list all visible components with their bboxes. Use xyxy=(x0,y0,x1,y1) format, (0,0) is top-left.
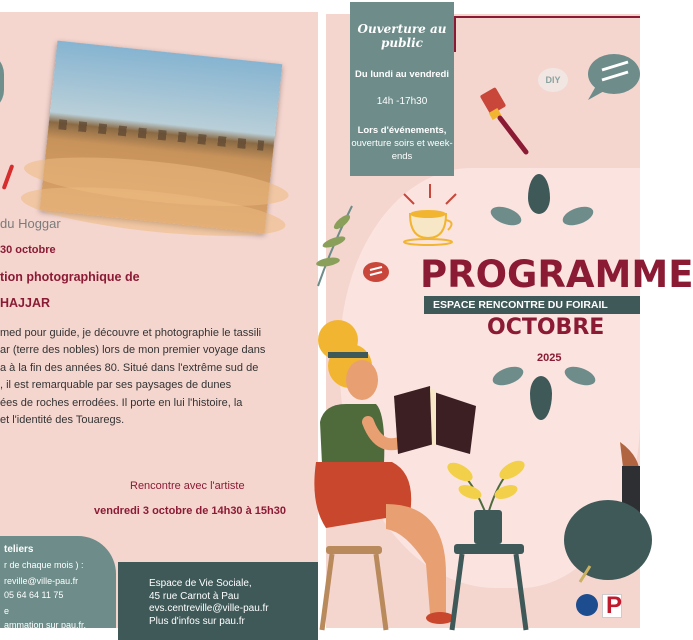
meeting-time: vendredi 3 octobre de 14h30 à 15h30 xyxy=(94,505,286,517)
small-chat-icon xyxy=(360,260,390,286)
drop-decoration xyxy=(528,174,550,214)
opening-hours-box xyxy=(350,2,454,176)
desert-photo xyxy=(40,41,283,234)
pau-logo: P xyxy=(606,592,623,619)
exhibition-title: tion photographique de xyxy=(0,270,140,284)
logo-badge xyxy=(576,594,598,616)
events-label: Lors d'événements, xyxy=(357,125,447,136)
address-box xyxy=(118,562,318,640)
description-line: ar (terre des nobles) lors de mon premier voyage dans xyxy=(0,344,266,357)
frame-line xyxy=(454,16,456,52)
address-website: Plus d'infos sur pau.fr xyxy=(149,615,245,627)
program-month: OCTOBRE xyxy=(487,315,605,340)
ateliers-link: ammation sur pau.fr. xyxy=(4,620,87,630)
frame-line xyxy=(454,16,640,18)
red-mark-decoration xyxy=(2,164,15,190)
exhibition-author: HAJJAR xyxy=(0,296,51,310)
description-line: med pour guide, je découvre et photographie le tassili xyxy=(0,327,262,339)
meeting-label: Rencontre avec l'artiste xyxy=(130,480,245,492)
ateliers-email: reville@ville-pau.fr xyxy=(4,576,79,586)
ateliers-line: e xyxy=(4,606,10,616)
photo-subtitle: du Hoggar xyxy=(0,216,61,231)
events-detail: ouverture soirs et week-ends xyxy=(351,138,453,162)
venue-banner: ESPACE RENCONTRE DU FOIRAIL xyxy=(424,296,640,314)
chat-bubble-icon xyxy=(584,52,640,102)
chair-illustration xyxy=(560,436,640,586)
opening-events xyxy=(350,124,454,163)
description-line: et l'identité des Touaregs. xyxy=(0,414,125,427)
opening-heading: Ouverture au public xyxy=(357,22,447,50)
address-line: Espace de Vie Sociale, xyxy=(149,578,252,589)
exhibition-description xyxy=(0,325,308,429)
opening-days: Du lundi au vendredi xyxy=(355,69,449,80)
leaf-icon xyxy=(312,196,362,292)
description-line: , il est remarquable par ses paysages de dunes xyxy=(0,379,232,392)
diy-badge: DIY xyxy=(538,68,568,92)
left-page xyxy=(0,12,318,628)
rocks-decoration xyxy=(58,119,264,150)
ateliers-phone: 05 64 64 11 75 xyxy=(4,590,64,600)
exhibition-date: 30 octobre xyxy=(0,244,56,256)
ateliers-title: teliers xyxy=(4,544,34,555)
program-year: 2025 xyxy=(537,352,562,364)
coffee-cup-icon xyxy=(396,180,466,250)
description-line: a à la fin des années 80. Situé dans l'extrême sud de xyxy=(0,361,259,374)
description-line: ées de roches errodées. Il porte en lui l'histoire, la xyxy=(0,396,243,409)
program-title: PROGRAMME xyxy=(420,253,693,296)
address-email: evs.centreville@ville-pau.fr xyxy=(149,603,269,614)
address-line: 45 rue Carnot à Pau xyxy=(149,590,240,602)
teal-shape-decoration xyxy=(0,52,4,112)
plant-pot-icon xyxy=(440,444,540,632)
ateliers-box xyxy=(0,536,116,628)
opening-time: 14h -17h30 xyxy=(376,96,428,107)
paintbrush-icon xyxy=(478,80,538,160)
ateliers-line: r de chaque mois ) : xyxy=(4,560,84,570)
